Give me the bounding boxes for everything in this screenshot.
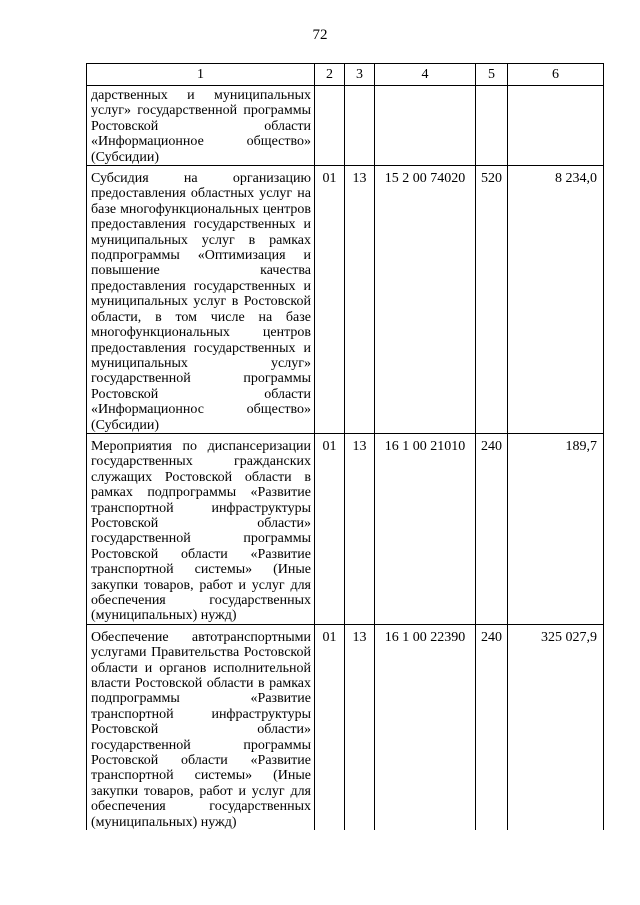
header-col-2: 2 — [315, 64, 345, 86]
page-number: 72 — [312, 27, 328, 43]
row-amount — [508, 86, 604, 166]
header-col-3: 3 — [345, 64, 375, 86]
row-podrazdel — [345, 86, 375, 166]
table-row — [87, 433, 604, 624]
header-col-5: 5 — [476, 64, 508, 86]
row-description: дарственных и муниципальных услуг» государственной программы Ростовской области «Информационное общество» (Субсидии) — [87, 86, 315, 166]
row-podrazdel: 13 — [345, 433, 375, 624]
row-razdel: 01 — [315, 433, 345, 624]
row-amount: 8 234,0 — [508, 166, 604, 434]
row-description: Обеспечение автотранспортными услугами Правительства Ростовской области и органов исполнительной власти Ростовской области в рамках подпрограммы «Развитие транспортной инфраструктуры Ростовской области» государственной программы Ростовской области «Развитие транспортной системы» (Иные закупки товаров, работ и услуг для обеспечения государственных (муниципальных) нужд) — [87, 624, 315, 830]
table-row — [87, 624, 604, 830]
row-target-article: 16 1 00 21010 — [375, 433, 476, 624]
row-razdel — [315, 86, 345, 166]
row-expense-type: 240 — [476, 433, 508, 624]
table-header — [87, 64, 604, 86]
row-expense-type: 240 — [476, 624, 508, 830]
table-body — [87, 86, 604, 831]
header-row — [87, 64, 604, 86]
row-description: Мероприятия по диспансеризации государственных гражданских служащих Ростовской области в рамках подпрограммы «Развитие транспортной инфраструктуры Ростовской области» государственной программы Ростовской области «Развитие транспортной системы» (Иные закупки товаров, работ и услуг для обеспечения государственных (муниципальных) нужд) — [87, 433, 315, 624]
row-podrazdel: 13 — [345, 624, 375, 830]
header-col-6: 6 — [508, 64, 604, 86]
row-target-article — [375, 86, 476, 166]
row-description: Субсидия на организацию предоставления областных услуг на базе многофункциональных центров предоставления государственных и муниципальных услуг в рамках подпрограммы «Оптимизация и повышение качества предоставления государственных и муниципальных услуг в Ростовской области, в том числе на базе многофункциональных центров предоставления государственных и муниципальных услуг» государственной программы Ростовской области «Информационнос общество» (Субсидии) — [87, 166, 315, 434]
row-amount: 189,7 — [508, 433, 604, 624]
row-podrazdel: 13 — [345, 166, 375, 434]
table-row — [87, 86, 604, 166]
table-row — [87, 166, 604, 434]
header-col-4: 4 — [375, 64, 476, 86]
header-col-1: 1 — [87, 64, 315, 86]
row-target-article: 15 2 00 74020 — [375, 166, 476, 434]
row-target-article: 16 1 00 22390 — [375, 624, 476, 830]
row-razdel: 01 — [315, 166, 345, 434]
row-expense-type — [476, 86, 508, 166]
row-expense-type: 520 — [476, 166, 508, 434]
budget-table — [86, 63, 604, 830]
row-amount: 325 027,9 — [508, 624, 604, 830]
row-razdel: 01 — [315, 624, 345, 830]
